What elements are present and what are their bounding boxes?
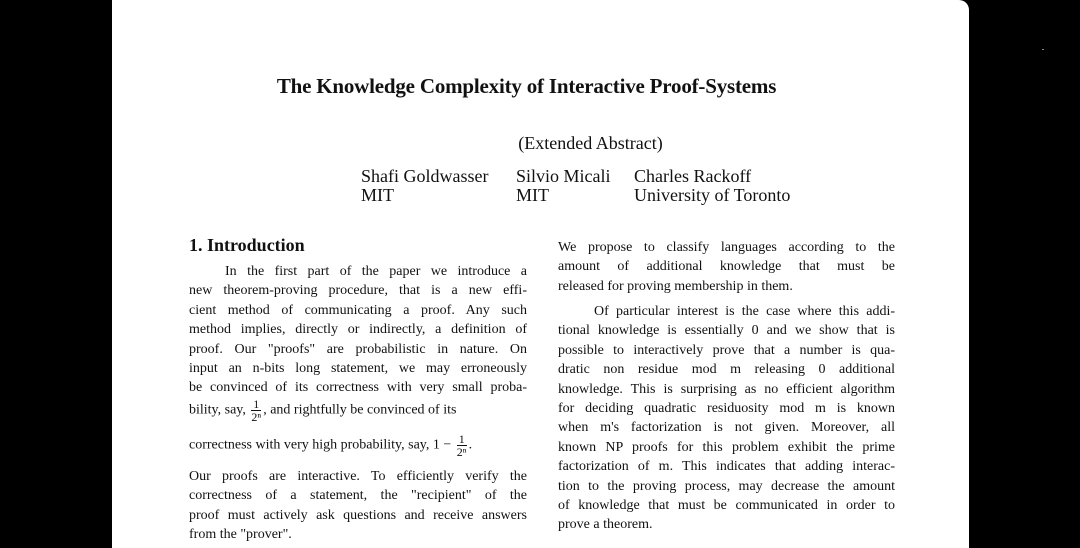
paper-page [112,0,969,548]
right-paragraph-2 [558,302,895,535]
text-line: prove a theorem. [558,517,653,533]
author-name: Shafi Goldwasser [361,166,489,186]
author-3 [634,167,790,205]
text-fragment: bility, say, [189,402,246,418]
fraction-denominator: 2ⁿ [456,445,467,459]
text-line: Of particular interest is the case where this addi- [594,304,895,319]
text-line: In the first part of the paper we introduce a [225,264,527,279]
fraction-denominator: 2ⁿ [251,410,262,424]
text-line: tion to the proving process, may decrease the amount [558,478,895,494]
text-line: proof must actively ask questions and receive answers [189,507,527,523]
text-line: We propose to classify languages according to the [558,240,895,255]
left-paragraph-2 [189,467,527,545]
author-name: Silvio Micali [516,166,611,186]
text-line: proof. Our "proofs" are probabilistic in nature. On [189,341,527,357]
text-line: Our proofs are interactive. To efficiently verify the [189,469,527,484]
scan-speck [1042,49,1044,50]
text-line: released for proving membership in them. [558,278,793,294]
text-line: new theorem-proving procedure, that is a new effi- [189,283,527,299]
text-line: knowledge. This is surprising as no efficient algorithm [558,381,895,397]
text-line: cient method of communicating a proof. Any such [189,302,527,318]
text-fragment: correctness with very high probability, say, 1 − [189,437,452,453]
author-affiliation: MIT [361,185,394,205]
text-line: dratic non residue mod m releasing 0 additional [558,362,895,378]
text-line: be convinced of its correctness with very small proba- [189,380,527,396]
text-line: factorization of m. This indicates that adding interac- [558,459,895,475]
author-affiliation: University of Toronto [634,185,791,205]
section-heading: 1. Introduction [189,235,305,255]
text-line: correctness of a statement, the "recipient" of the [189,488,527,504]
author-1 [361,167,488,205]
text-line: of knowledge that must be communicated in order to [558,497,895,513]
text-line: possible to interactively prove that a number is qua- [558,342,895,358]
author-affiliation: MIT [516,185,549,205]
correctness-line: correctness with very high probability, say, 1 − $\frac{1}{\text{2ⁿ}}$ . [189,432,473,459]
paper-title: The Knowledge Complexity of Interactive Proof-Systems [276,74,777,98]
left-paragraph-1 [189,262,527,398]
text-line: for deciding quadratic residuosity mod m is known [558,400,895,416]
fraction-numerator: 1 [458,432,465,446]
fraction [251,398,261,423]
author-name: Charles Rackoff [634,166,752,186]
text-line: amount of additional knowledge that must be [558,259,895,275]
text-line: method implies, directly or indirectly, a definition of [189,322,527,338]
text-line: known NP proofs for this problem exhibit the prime [558,439,895,455]
text-line: input an n-bits long statement, we may erroneously [189,360,527,376]
text-line: from the "prover". [189,527,292,543]
paper-subtitle: (Extended Abstract) [518,133,663,153]
author-2 [516,167,611,205]
fraction-numerator: 1 [253,397,260,411]
fraction [457,433,467,458]
text-fragment: , and rightfully be convinced of its [263,402,457,418]
right-paragraph-1 [558,238,895,296]
text-line: tional knowledge is essentially 0 and we show that is [558,323,895,339]
probability-line [189,398,527,423]
text-line: when m's factorization is not given. Moreover, all [558,420,895,436]
